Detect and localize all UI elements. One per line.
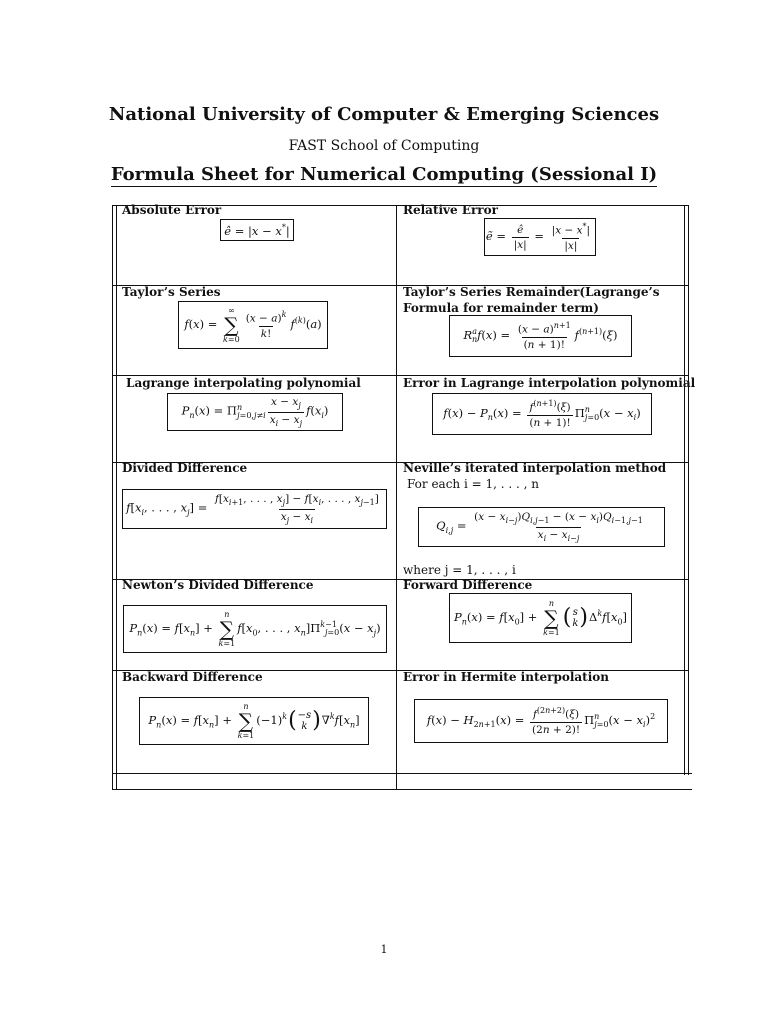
lagrange-poly-formula: $P_n(x) = \Pi^n_{j=0,j\ne i}$ $\frac{x - x_j}{x_i - x_j}$ $f(x_i)$ — [167, 393, 343, 431]
taylor-remainder-formula: $R^a_nf(x)$ = $\frac{(x - a)^{n+1}}{(n + 1)!}$ $f^{(n+1)}(\xi)$ — [449, 315, 632, 357]
table-border-right-outer — [688, 205, 689, 775]
absolute-error-title: Absolute Error — [122, 203, 222, 217]
neville-where: where j = 1, . . . , i — [403, 563, 516, 577]
divided-difference-title: Divided Difference — [122, 461, 248, 475]
table-border-right-inner — [684, 205, 685, 775]
taylor-series-formula: f(x) = ∞ ∑ k=0 $\frac{(x - a)^k}{k!}$ $f^{(k)}(a)$ — [178, 301, 328, 349]
neville-for-each: For each i = 1, . . . , n — [407, 477, 539, 491]
page-number: 1 — [380, 943, 388, 956]
table-border-left-inner — [116, 205, 117, 790]
university-name: National University of Computer & Emerging Sciences — [108, 104, 660, 125]
newton-divided-title: Newton’s Divided Difference — [122, 578, 314, 592]
forward-difference-formula: $P_n(x) = f[x_0]$ + n ∑ k=1 ( s k ) $\Delta^kf[x_0]$ — [449, 593, 632, 643]
divided-difference-formula: $f[x_i$, . . . , $x_j$] = $\frac{f[x_{i+1}, . . . , x_j] - f[x_i, . . . , x_{j-1}]}{x_j - x_i}$ — [122, 489, 387, 529]
taylor-remainder-title-line2: Formula for remainder term) — [403, 301, 599, 315]
lagrange-poly-title: Lagrange interpolating polynomial — [126, 376, 361, 390]
table-border-bottom — [112, 789, 692, 790]
school-name: FAST School of Computing — [288, 138, 480, 154]
forward-difference-title: Forward Difference — [403, 578, 533, 592]
relative-error-title: Relative Error — [403, 203, 498, 217]
backward-difference-formula: $P_n(x) = f[x_n]$ + n ∑ k=1 $(-1)^k$ ( −s k ) $\nabla^kf[x_n]$ — [139, 697, 369, 745]
hermite-error-formula: $f(x) - H_{2n+1}(x)$ = $\frac{f^{(2n+2)}(\xi)}{(2n + 2)!}$ $\Pi^n_{j=0}(x - x_i)^2$ — [414, 699, 668, 743]
lagrange-error-formula: $f(x) - P_n(x)$ = $\frac{f^{(n+1)}(\xi)}{(n + 1)!}$ $\Pi^n_{j=0}(x - x_i)$ — [432, 393, 652, 435]
absolute-error-formula: ê = |x − x*| — [220, 219, 294, 241]
table-divider-center — [396, 205, 397, 790]
lagrange-error-title: Error in Lagrange interpolation polynomial — [403, 376, 696, 390]
taylor-remainder-title-line1: Taylor’s Series Remainder(Lagrange’s — [403, 285, 660, 299]
sheet-title-text: Formula Sheet for Numerical Computing (Sessional I) — [110, 164, 658, 185]
newton-divided-formula: $P_n(x) = f[x_n]$ + n ∑ k=1 $f[x_0$, . . . , $x_n]\Pi^{k-1}_{j=0}(x - x_j)$ — [123, 605, 387, 653]
row-divider-6 — [112, 773, 692, 774]
table-border-left-outer — [112, 205, 113, 790]
taylor-series-title: Taylor’s Series — [122, 285, 221, 299]
sheet-title — [0, 164, 768, 185]
neville-title: Neville’s iterated interpolation method — [403, 461, 667, 475]
neville-formula: $Q_{i,j}$ = $\frac{(x - x_{i-j})Q_{i,j-1} - (x - x_i)Q_{i-1,j-1}}{x_i - x_{i-j}}$ — [418, 507, 665, 547]
relative-error-formula: ẽ = $\frac{ê}{|x|}$ = $\frac{|x - x^*|}{|x|}$ — [484, 218, 596, 256]
backward-difference-title: Backward Difference — [122, 670, 263, 684]
hermite-error-title: Error in Hermite interpolation — [403, 670, 610, 684]
formula-table — [112, 203, 696, 790]
